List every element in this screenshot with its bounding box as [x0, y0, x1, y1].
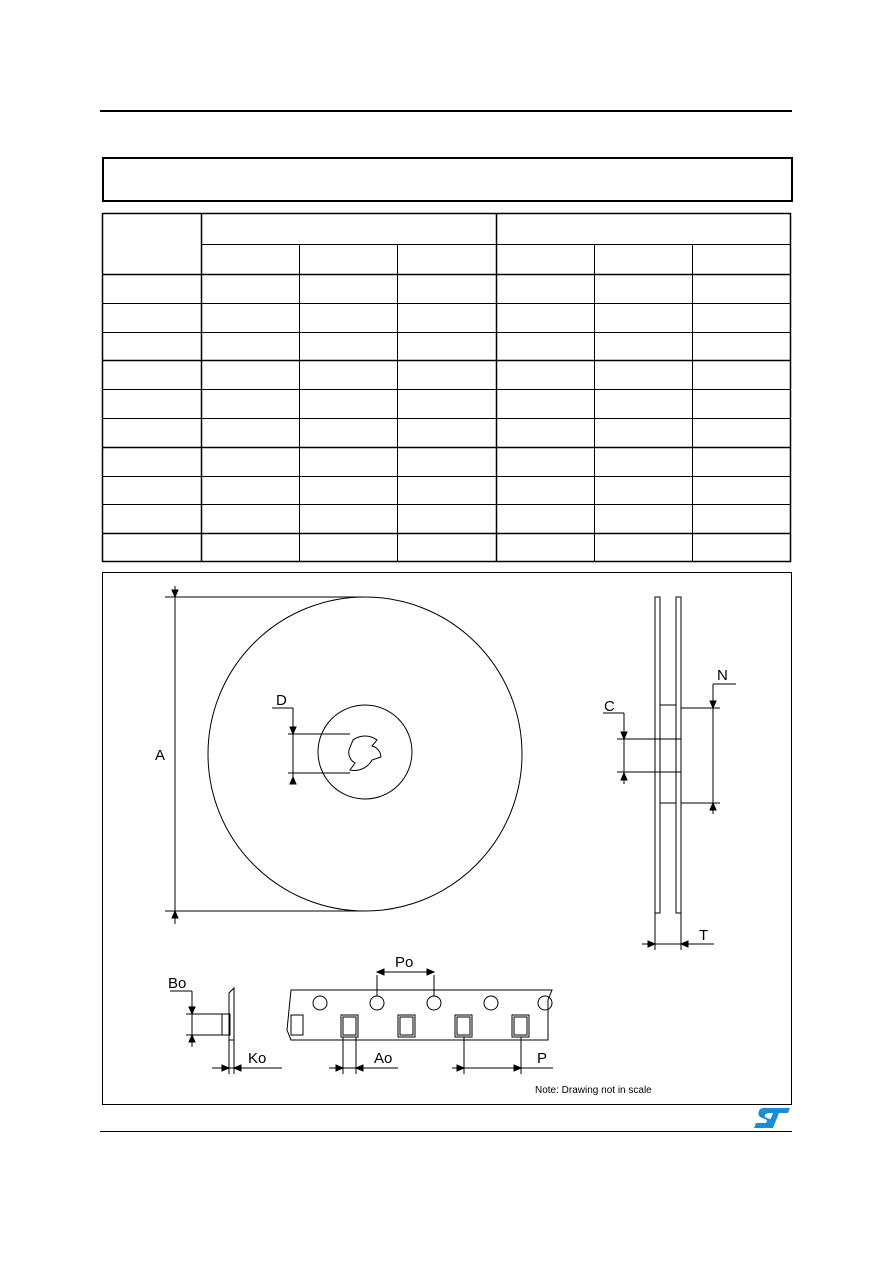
st-logo-icon [752, 1106, 792, 1130]
label-Ko: Ko [248, 1050, 267, 1067]
label-P: P [537, 1050, 548, 1067]
label-C: C [604, 698, 615, 715]
label-A: A [155, 747, 166, 764]
reel-hub-circle [318, 705, 412, 799]
drawing-note: Note: Drawing not in scale [535, 1085, 652, 1096]
label-T: T [699, 927, 709, 944]
reel-outer-circle [208, 597, 522, 911]
label-Bo: Bo [168, 975, 187, 992]
label-N: N [717, 667, 728, 684]
footer-rule [100, 1131, 792, 1132]
reel-arbor-hole [349, 736, 381, 770]
label-D: D [276, 692, 287, 709]
label-Ao: Ao [374, 1050, 393, 1067]
label-Po: Po [395, 954, 414, 971]
